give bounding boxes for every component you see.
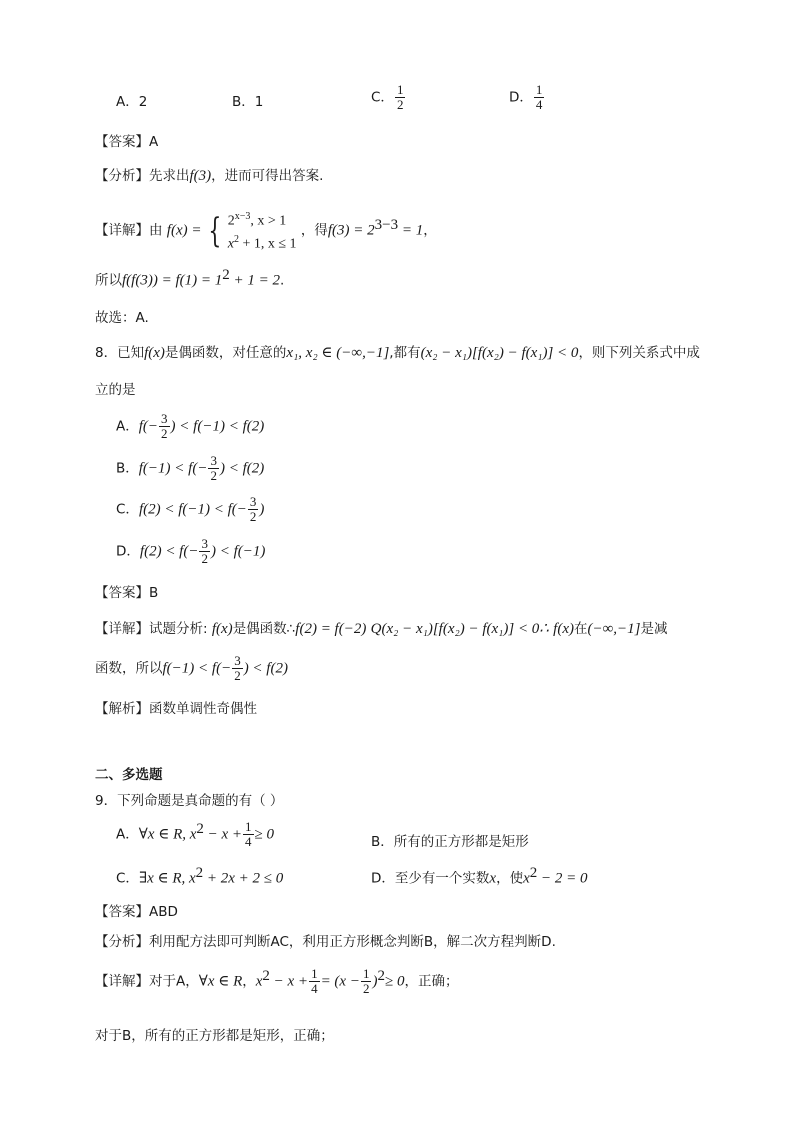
q7-analysis: 【分析】先求出f(3)，进而可得出答案. (95, 168, 324, 184)
q8-explain: 【解析】函数单调性奇偶性 (95, 701, 257, 717)
q8-option-a: A．f(− $\frac{3}{2}$ ) < f(−1) < f(2) (116, 411, 265, 441)
q9-stem: 9．下列命题是真命题的有（ ） (95, 793, 284, 809)
q9-option-d: D．至少有一个实数x，使$x^2 - 2 = 0$ (371, 865, 588, 887)
q9-analysis: 【分析】利用配方法即可判断AC，利用正方形概念判断B，解二次方程判断D. (95, 934, 556, 950)
q8-answer: 【答案】B (95, 585, 159, 601)
q8-option-c: C．f(2) < f(−1) < f(− $\frac{3}{2}$ ) (116, 494, 265, 524)
q8-detail: 【详解】试题分析: f(x)是偶函数∴f(2) = f(−2) Q(x₂ − x₁)[f(x₂) − f(x₁)] < 0∴ f(x)在(−∞,−1]是减 (95, 621, 668, 637)
q8-stem: 8．已知f(x)是偶函数，对任意的x₁, x₂ ∈ (−∞,−1],都有(x₂ − x₁)[f(x₂) − f(x₁)] < 0，则下列关系式中成 (95, 345, 700, 361)
q7-answer: 【答案】A (95, 134, 159, 150)
q9-option-b: B．所有的正方形都是矩形 (371, 834, 529, 850)
q9-detail: 【详解】对于A，∀x ∈ R，$x^2 - x$ + $\frac{1}{4}$ = (x − $\frac{1}{2}$ )$^2$≥ 0，正确； (95, 966, 459, 996)
q9-b-line: 对于B，所有的正方形都是矩形，正确； (95, 1028, 334, 1044)
q7-option-b: B．1 (232, 94, 264, 110)
q7-detail: 【详解】由 f(x) = { $2^{x-3}$, x > 1 $x^2 + 1$, x ≤ 1 ，得$f(3) = 2^{3-3} = 1$， (95, 208, 437, 253)
q8-stem-line2: 立的是 (95, 382, 136, 398)
q9-answer: 【答案】ABD (95, 904, 178, 920)
piecewise-cases: $2^{x-3}$, x > 1 $x^2 + 1$, x ≤ 1 (227, 211, 297, 252)
q7-option-d: D． $\frac{1}{4}$ (509, 82, 543, 112)
q9-option-c: C．∃x ∈ R, $x^2 + 2x + 2 \le 0$ (116, 865, 284, 887)
q8-option-d: D．f(2) < f(− $\frac{3}{2}$ ) < f(−1) (116, 536, 266, 566)
q7-option-c: C． $\frac{1}{2}$ (371, 82, 404, 112)
left-brace: { (208, 210, 222, 251)
q8-detail-line2: 函数，所以f(−1) < f(− $\frac{3}{2}$ ) < f(2) (95, 653, 288, 683)
q7-option-a: A．2 (116, 94, 148, 110)
q7-choose: 故选：A. (95, 310, 149, 326)
q9-option-a: A．∀x ∈ R, $x^2 - x$ + $\frac{1}{4}$ ≥ 0 (116, 819, 275, 849)
section-title: 二、多选题 (95, 767, 163, 783)
q8-option-b: B．f(−1) < f(− $\frac{3}{2}$ ) < f(2) (116, 453, 265, 483)
q7-so: 所以$f(f(3)) = f(1) = 1^2 + 1 = 2$. (95, 267, 285, 289)
